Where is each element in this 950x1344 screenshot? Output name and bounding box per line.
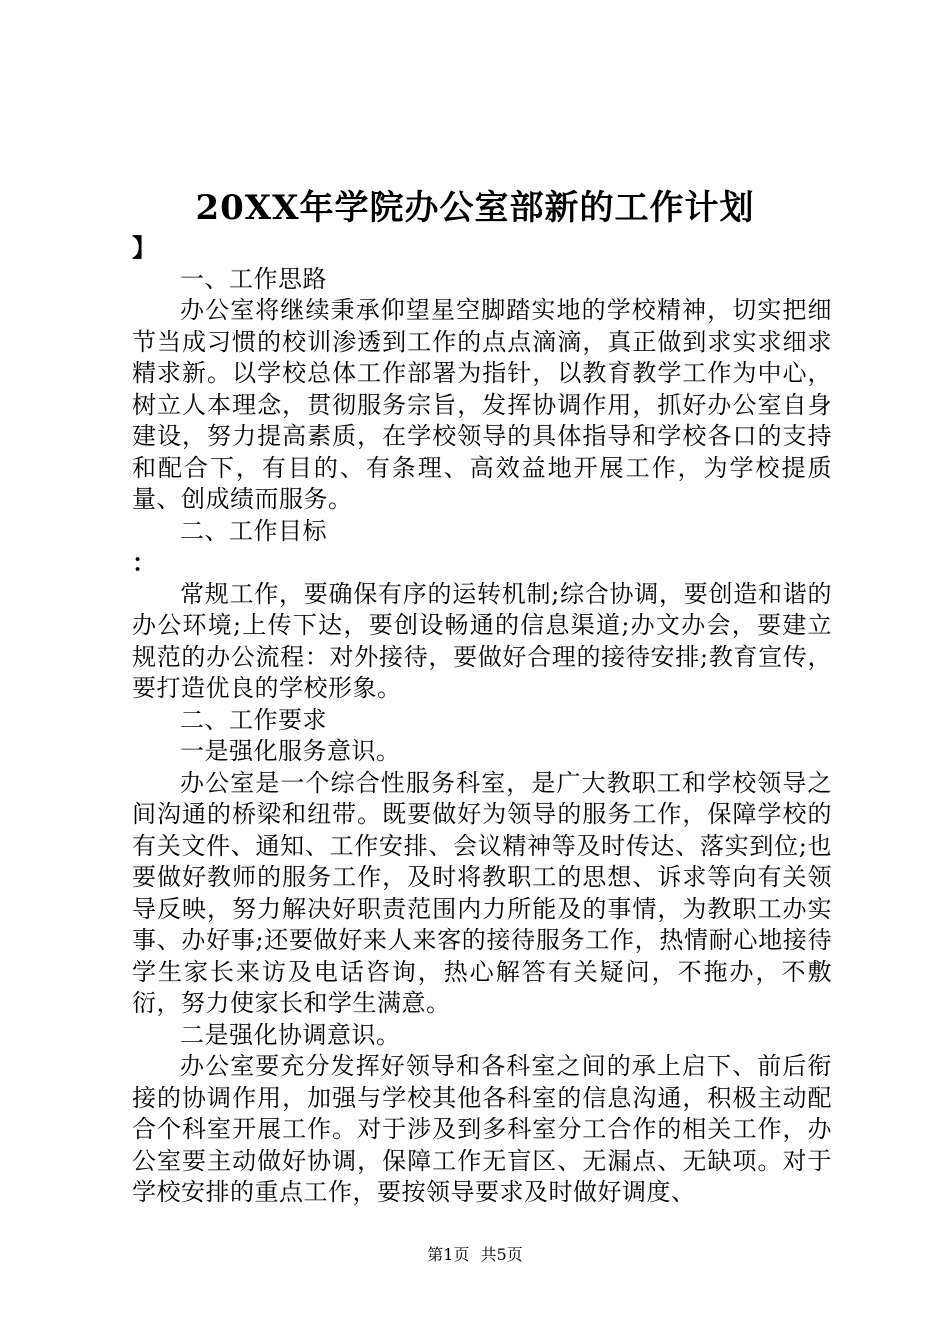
document-title: 20XX年学院办公室部新的工作计划 [195,188,755,228]
section-heading-work-requirements: 二、工作要求 [180,705,327,734]
document-body [132,232,832,1209]
page-number-footer: 第1页 共5页 [427,1245,523,1264]
section-heading-work-goals: 二、工作目标 [180,516,327,545]
paragraph-service-awareness: 办公室是一个综合性服务科室，是广大教职工和学校领导之间沟通的桥梁和纽带。既要做好为领导的服务工作，保障学校的有关文件、通知、工作安排、会议精神等及时传达、落实到位;也要做好教师的服务工作，及时将教职工的思想、诉求等向有关领导反映，努力解决好职责范围内力所能及的事情，为教职工办实事、办好事;还要做好来人来客的接待服务工作，热情耐心地接待学生家长来访及电话咨询，热心解答有关疑问，不拖办，不敷衍，努力使家长和学生满意。 [132,768,832,1017]
subheading-coordination-awareness: 二是强化协调意识。 [180,1020,401,1049]
paragraph-work-approach: 办公室将继续秉承仰望星空脚踏实地的学校精神，切实把细节当成习惯的校训渗透到工作的点点滴滴，真正做到求实求细求精求新。以学校总体工作部署为指针，以教育教学工作为中心，树立人本理念，贯彻服务宗旨，发挥协调作用，抓好办公室自身建设，努力提高素质，在学校领导的具体指导和学校各口的支持和配合下，有目的、有条理、高效益地开展工作，为学校提质量、创成绩而服务。 [132,296,832,513]
section-heading-work-approach: 一、工作思路 [180,264,327,293]
colon-mark: ： [132,548,157,577]
paragraph-work-goals: 常规工作，要确保有序的运转机制;综合协调，要创造和谐的办公环境;上传下达，要创设畅通的信息渠道;办文办会，要建立规范的办公流程：对外接待，要做好合理的接待安排;教育宣传，要打造优良的学校形象。 [132,579,832,702]
bracket-mark: 】 [132,233,157,262]
paragraph-coordination-awareness: 办公室要充分发挥好领导和各科室之间的承上启下、前后衔接的协调作用，加强与学校其他各科室的信息沟通，积极主动配合个科室开展工作。对于涉及到多科室分工合作的相关工作，办公室要主动做好协调，保障工作无盲区、无漏点、无缺项。对于学校安排的重点工作，要按领导要求及时做好调度、 [132,1052,832,1206]
subheading-service-awareness: 一是强化服务意识。 [180,737,401,765]
